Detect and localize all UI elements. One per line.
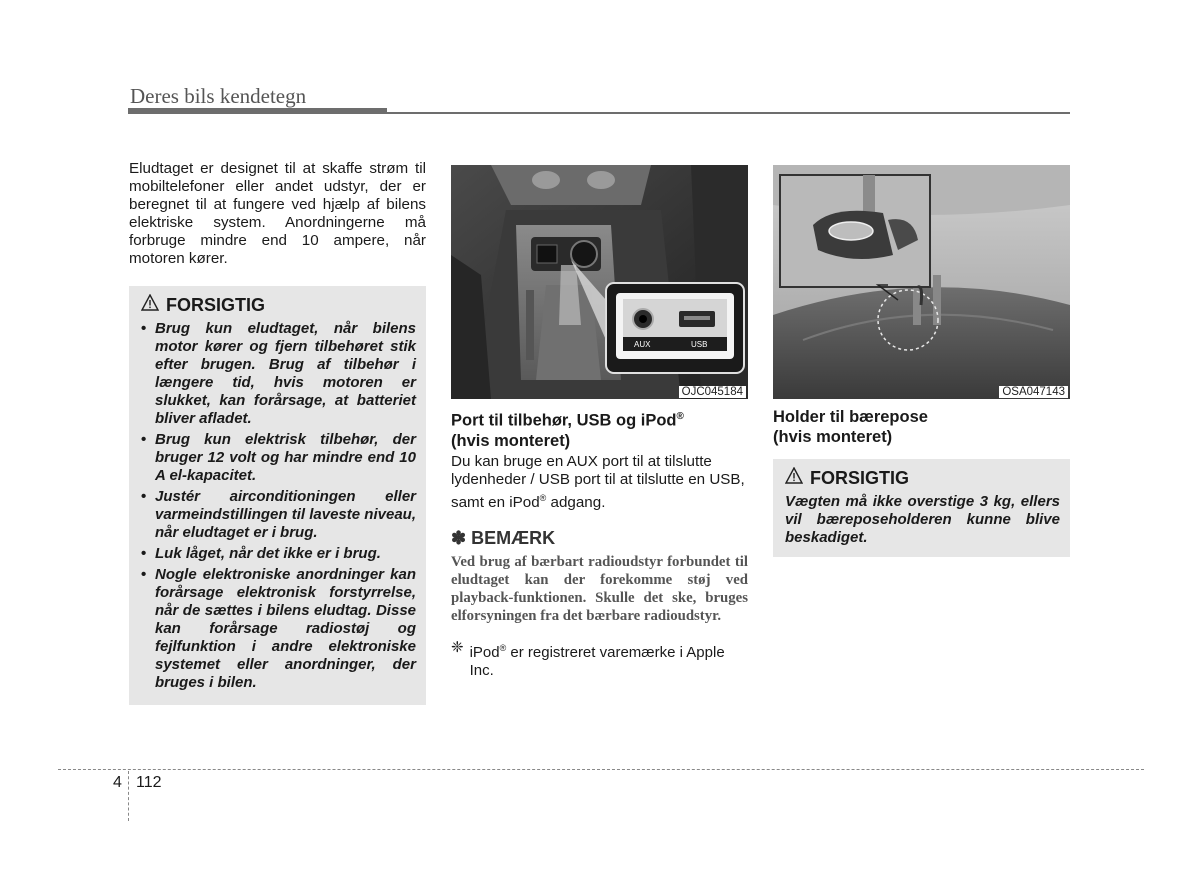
page-header-title: Deres bils kendetegn [130, 84, 307, 108]
heading-subtext: (hvis monteret) [773, 428, 893, 446]
footnote [451, 639, 748, 680]
note-text: Ved brug af bærbart radioudstyr forbundet til eludtaget kan der forekomme støj ved playback-funktionen. Skulle det ske, bruges elforsyningen fra det bærbare radioudstyr. [451, 553, 748, 624]
image-code: OSA047143 [999, 386, 1068, 398]
caution-header [141, 294, 416, 316]
note-symbol-icon: ✽ [451, 527, 467, 548]
caution-box-power-outlet [129, 286, 426, 705]
column-2 [451, 165, 748, 680]
ports-paragraph [451, 453, 748, 512]
note-title: BEMÆRK [471, 527, 556, 548]
footer-dashed-divider [128, 771, 129, 821]
intro-paragraph: Eludtaget er designet til at skaffe strøm til mobiltelefoner eller andet udstyr, der er beregnet til at fungere ved hjælp af bilens elektriske system. Anordningerne må forbruge mindre end 10 ampere, når motoren kører. [129, 160, 426, 267]
column-3 [773, 165, 1070, 557]
caution-box-bag-holder [773, 459, 1070, 557]
caution-title: FORSIGTIG [810, 467, 909, 488]
section-heading-bag-holder [773, 407, 1070, 447]
footnote-rest: er registreret varemærke i Apple Inc. [469, 643, 725, 679]
caution-item: • Brug kun eludtaget, når bilens motor kører og fjern tilbehøret stik efter brugen. Brug af tilbehør i længere tid, hvis motoren er slukket, kan forårsage, at batteriet bliver afladet. [141, 320, 416, 428]
caution-list [141, 320, 416, 692]
warning-triangle-icon [141, 294, 159, 316]
heading-text: Holder til bærepose [773, 408, 928, 426]
header-rule-thick [128, 108, 387, 114]
caution-item: • Nogle elektroniske anordninger kan forårsage elektronisk forstyrrelse, når de sættes i bilens eludtag. Disse kan forårsage radiostøj og fejlfunktion i andre elektroniske systemet eller anordninger, der bruges i bilen. [141, 566, 416, 692]
footer-dashed-rule [58, 769, 1144, 770]
caution-header [785, 467, 1060, 489]
ports-text: Du kan bruge en AUX port til at tilslutte lydenheder / USB port til at tilslutte en USB, samt en iPod [451, 452, 745, 511]
warning-triangle-icon [785, 467, 803, 489]
caution-item: • Brug kun elektrisk tilbehør, der bruger 12 volt og har mindre end 10 A el-kapacitet. [141, 431, 416, 485]
caution-item: • Justér airconditioningen eller varmeindstillingen til laveste niveau, når eludtaget er i brug. [141, 488, 416, 542]
section-heading-ports [451, 407, 748, 451]
image-code: OJC045184 [679, 386, 746, 398]
footnote-ipod: iPod [469, 643, 500, 661]
console-illustration [451, 165, 748, 399]
registered-mark: ® [539, 492, 547, 503]
note-heading [451, 528, 748, 549]
footnote-symbol-icon: ❈ [451, 638, 464, 656]
registered-mark: ® [499, 642, 507, 653]
aux-label: AUX [634, 340, 651, 349]
ports-text-end: adgang. [546, 493, 606, 511]
page-number: 112 [136, 774, 162, 791]
photo-console-ports [451, 165, 748, 399]
usb-label: USB [691, 340, 708, 349]
headrest-illustration [773, 165, 1070, 399]
photo-bag-holder [773, 165, 1070, 399]
chapter-number: 4 [113, 774, 122, 791]
heading-text: Port til tilbehør, USB og iPod [451, 411, 677, 430]
header-rule-thin [387, 112, 1070, 114]
caution-item: • Luk låget, når det ikke er i brug. [141, 545, 416, 563]
caution-text: Vægten må ikke overstige 3 kg, ellers vil bæreposeholderen kunne blive beskadiget. [785, 493, 1060, 546]
heading-subtext: (hvis monteret) [451, 431, 571, 450]
column-1 [129, 160, 426, 705]
caution-title: FORSIGTIG [166, 294, 265, 315]
registered-mark: ® [676, 411, 684, 422]
footnote-text [470, 639, 748, 680]
